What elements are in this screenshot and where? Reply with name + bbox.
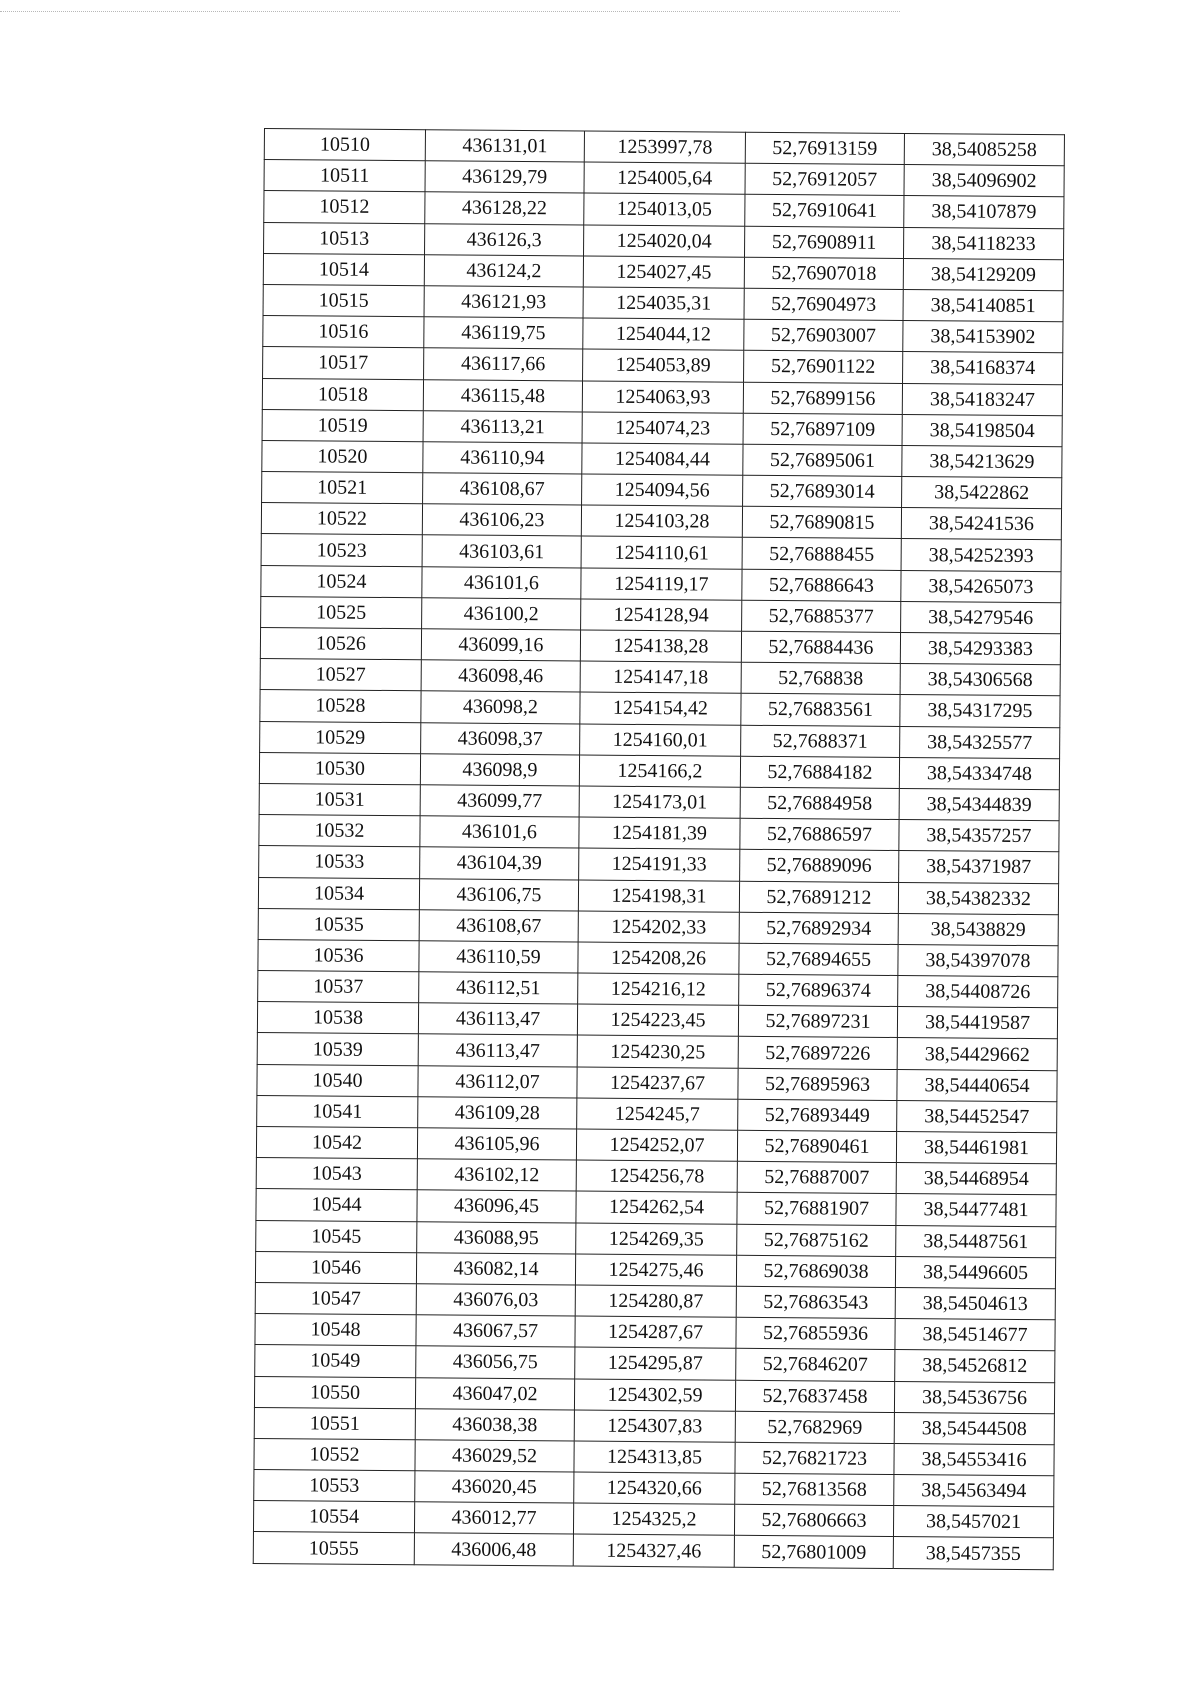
- longitude-cell: 38,54357257: [899, 820, 1059, 852]
- point-number-cell: 10531: [259, 783, 420, 815]
- latitude-cell: 52,76903007: [744, 319, 903, 351]
- point-number-cell: 10547: [255, 1282, 416, 1314]
- longitude-cell: 38,54496605: [895, 1256, 1055, 1288]
- longitude-cell: 38,54293383: [900, 633, 1060, 665]
- latitude-cell: 52,76889096: [740, 850, 899, 882]
- point-number-cell: 10538: [257, 1002, 418, 1034]
- x-coordinate-cell: 436076,03: [416, 1284, 575, 1316]
- x-coordinate-cell: 436103,61: [422, 535, 581, 567]
- point-number-cell: 10533: [259, 846, 420, 878]
- latitude-cell: 52,76881907: [737, 1193, 896, 1225]
- latitude-cell: 52,76901122: [744, 351, 903, 383]
- y-coordinate-cell: 1254138,28: [580, 630, 741, 662]
- point-number-cell: 10511: [264, 160, 425, 192]
- longitude-cell: 38,54153902: [903, 321, 1063, 353]
- latitude-cell: 52,76893449: [738, 1099, 897, 1131]
- latitude-cell: 52,76895963: [738, 1068, 897, 1100]
- longitude-cell: 38,54265073: [901, 570, 1061, 602]
- longitude-cell: 38,54140851: [903, 289, 1063, 321]
- x-coordinate-cell: 436098,37: [421, 722, 580, 754]
- y-coordinate-cell: 1254154,42: [580, 692, 741, 724]
- latitude-cell: 52,76884958: [740, 787, 899, 819]
- y-coordinate-cell: 1254181,39: [579, 817, 740, 849]
- longitude-cell: 38,54306568: [900, 664, 1060, 696]
- point-number-cell: 10513: [264, 222, 425, 254]
- point-number-cell: 10519: [262, 409, 423, 441]
- point-number-cell: 10550: [254, 1376, 415, 1408]
- longitude-cell: 38,54544508: [894, 1412, 1054, 1444]
- y-coordinate-cell: 1254208,26: [578, 942, 739, 974]
- point-number-cell: 10528: [260, 690, 421, 722]
- table-body: [253, 129, 1064, 1570]
- point-number-cell: 10549: [255, 1345, 416, 1377]
- point-number-cell: 10537: [258, 971, 419, 1003]
- latitude-cell: 52,76908911: [745, 226, 904, 258]
- latitude-cell: 52,76897109: [743, 413, 902, 445]
- x-coordinate-cell: 436067,57: [416, 1315, 575, 1347]
- point-number-cell: 10552: [254, 1438, 415, 1470]
- y-coordinate-cell: 1254173,01: [579, 786, 740, 818]
- point-number-cell: 10546: [255, 1251, 416, 1283]
- y-coordinate-cell: 1254198,31: [578, 879, 739, 911]
- x-coordinate-cell: 436106,75: [419, 878, 578, 910]
- point-number-cell: 10534: [258, 877, 419, 909]
- latitude-cell: 52,76888455: [742, 538, 901, 570]
- y-coordinate-cell: 1254119,17: [581, 568, 742, 600]
- x-coordinate-cell: 436112,51: [419, 972, 578, 1004]
- x-coordinate-cell: 436038,38: [415, 1408, 574, 1440]
- point-number-cell: 10532: [259, 815, 420, 847]
- point-number-cell: 10515: [263, 284, 424, 316]
- y-coordinate-cell: 1254035,31: [583, 287, 744, 319]
- x-coordinate-cell: 436119,75: [424, 317, 583, 349]
- point-number-cell: 10554: [253, 1501, 414, 1533]
- longitude-cell: 38,54419587: [897, 1007, 1057, 1039]
- x-coordinate-cell: 436106,23: [422, 504, 581, 536]
- latitude-cell: 52,76913159: [745, 132, 904, 164]
- point-number-cell: 10527: [260, 659, 421, 691]
- point-number-cell: 10544: [256, 1189, 417, 1221]
- y-coordinate-cell: 1254020,04: [584, 225, 745, 257]
- latitude-cell: 52,76892934: [739, 912, 898, 944]
- point-number-cell: 10522: [261, 503, 422, 535]
- latitude-cell: 52,76907018: [744, 257, 903, 289]
- latitude-cell: 52,76883561: [741, 694, 900, 726]
- x-coordinate-cell: 436109,28: [418, 1097, 577, 1129]
- latitude-cell: 52,76895061: [743, 444, 902, 476]
- longitude-cell: 38,54344839: [899, 788, 1059, 820]
- point-number-cell: 10535: [258, 908, 419, 940]
- x-coordinate-cell: 436113,47: [418, 1003, 577, 1035]
- latitude-cell: 52,76806663: [734, 1504, 893, 1536]
- longitude-cell: 38,5422862: [902, 477, 1062, 509]
- longitude-cell: 38,54526812: [895, 1350, 1055, 1382]
- x-coordinate-cell: 436129,79: [425, 161, 584, 193]
- y-coordinate-cell: 1254166,2: [579, 755, 740, 787]
- x-coordinate-cell: 436056,75: [416, 1346, 575, 1378]
- latitude-cell: 52,76897231: [738, 1006, 897, 1038]
- longitude-cell: 38,54168374: [903, 352, 1063, 384]
- longitude-cell: 38,54514677: [895, 1319, 1055, 1351]
- latitude-cell: 52,76886597: [740, 818, 899, 850]
- longitude-cell: 38,54241536: [901, 508, 1061, 540]
- point-number-cell: 10516: [263, 316, 424, 348]
- y-coordinate-cell: 1253997,78: [584, 131, 745, 163]
- longitude-cell: 38,54279546: [901, 601, 1061, 633]
- point-number-cell: 10543: [256, 1158, 417, 1190]
- point-number-cell: 10541: [257, 1095, 418, 1127]
- x-coordinate-cell: 436102,12: [417, 1159, 576, 1191]
- y-coordinate-cell: 1254128,94: [581, 599, 742, 631]
- point-number-cell: 10517: [263, 347, 424, 379]
- x-coordinate-cell: 436012,77: [414, 1502, 573, 1534]
- y-coordinate-cell: 1254223,45: [577, 1004, 738, 1036]
- longitude-cell: 38,54183247: [902, 383, 1062, 415]
- y-coordinate-cell: 1254302,59: [574, 1378, 735, 1410]
- latitude-cell: 52,76813568: [735, 1473, 894, 1505]
- y-coordinate-cell: 1254237,67: [577, 1067, 738, 1099]
- x-coordinate-cell: 436126,3: [425, 223, 584, 255]
- y-coordinate-cell: 1254256,78: [576, 1160, 737, 1192]
- latitude-cell: 52,76912057: [745, 163, 904, 195]
- point-number-cell: 10530: [259, 752, 420, 784]
- y-coordinate-cell: 1254013,05: [584, 193, 745, 225]
- longitude-cell: 38,5457355: [893, 1537, 1053, 1569]
- point-number-cell: 10529: [260, 721, 421, 753]
- y-coordinate-cell: 1254005,64: [584, 162, 745, 194]
- x-coordinate-cell: 436098,9: [420, 753, 579, 785]
- point-number-cell: 10524: [261, 565, 422, 597]
- latitude-cell: 52,76886643: [742, 569, 901, 601]
- longitude-cell: 38,54334748: [899, 757, 1059, 789]
- point-number-cell: 10525: [261, 596, 422, 628]
- latitude-cell: 52,76896374: [739, 974, 898, 1006]
- y-coordinate-cell: 1254216,12: [578, 973, 739, 1005]
- longitude-cell: 38,54198504: [902, 414, 1062, 446]
- point-number-cell: 10520: [262, 440, 423, 472]
- point-number-cell: 10540: [257, 1064, 418, 1096]
- longitude-cell: 38,54553416: [894, 1443, 1054, 1475]
- x-coordinate-cell: 436113,21: [423, 410, 582, 442]
- x-coordinate-cell: 436082,14: [416, 1252, 575, 1284]
- point-number-cell: 10553: [254, 1470, 415, 1502]
- y-coordinate-cell: 1254320,66: [574, 1472, 735, 1504]
- y-coordinate-cell: 1254044,12: [583, 318, 744, 350]
- point-number-cell: 10539: [257, 1033, 418, 1065]
- latitude-cell: 52,76885377: [742, 600, 901, 632]
- point-number-cell: 10545: [256, 1220, 417, 1252]
- y-coordinate-cell: 1254027,45: [583, 256, 744, 288]
- point-number-cell: 10512: [264, 191, 425, 223]
- latitude-cell: 52,768838: [741, 662, 900, 694]
- x-coordinate-cell: 436099,77: [420, 785, 579, 817]
- longitude-cell: 38,54487561: [896, 1225, 1056, 1257]
- y-coordinate-cell: 1254074,23: [582, 412, 743, 444]
- x-coordinate-cell: 436105,96: [417, 1128, 576, 1160]
- latitude-cell: 52,7682969: [735, 1411, 894, 1443]
- y-coordinate-cell: 1254094,56: [582, 474, 743, 506]
- longitude-cell: 38,54563494: [894, 1475, 1054, 1507]
- x-coordinate-cell: 436088,95: [417, 1221, 576, 1253]
- point-number-cell: 10555: [253, 1532, 414, 1564]
- y-coordinate-cell: 1254275,46: [575, 1254, 736, 1286]
- latitude-cell: 52,76899156: [743, 382, 902, 414]
- x-coordinate-cell: 436124,2: [424, 255, 583, 287]
- x-coordinate-cell: 436096,45: [417, 1190, 576, 1222]
- longitude-cell: 38,54382332: [898, 882, 1058, 914]
- x-coordinate-cell: 436029,52: [415, 1440, 574, 1472]
- y-coordinate-cell: 1254084,44: [582, 443, 743, 475]
- x-coordinate-cell: 436006,48: [414, 1533, 573, 1565]
- latitude-cell: 52,76910641: [745, 195, 904, 227]
- coordinates-table: [253, 128, 1065, 1570]
- latitude-cell: 52,76837458: [735, 1380, 894, 1412]
- point-number-cell: 10551: [254, 1407, 415, 1439]
- x-coordinate-cell: 436131,01: [425, 130, 584, 162]
- longitude-cell: 38,54213629: [902, 445, 1062, 477]
- longitude-cell: 38,54317295: [900, 695, 1060, 727]
- latitude-cell: 52,76855936: [736, 1317, 895, 1349]
- latitude-cell: 52,7688371: [741, 725, 900, 757]
- x-coordinate-cell: 436020,45: [415, 1471, 574, 1503]
- x-coordinate-cell: 436098,2: [421, 691, 580, 723]
- point-number-cell: 10536: [258, 939, 419, 971]
- x-coordinate-cell: 436099,16: [421, 629, 580, 661]
- longitude-cell: 38,54504613: [895, 1287, 1055, 1319]
- latitude-cell: 52,76875162: [737, 1224, 896, 1256]
- point-number-cell: 10514: [263, 253, 424, 285]
- x-coordinate-cell: 436110,59: [419, 941, 578, 973]
- y-coordinate-cell: 1254147,18: [580, 661, 741, 693]
- x-coordinate-cell: 436098,46: [421, 660, 580, 692]
- point-number-cell: 10523: [261, 534, 422, 566]
- y-coordinate-cell: 1254280,87: [575, 1285, 736, 1317]
- x-coordinate-cell: 436113,47: [418, 1034, 577, 1066]
- y-coordinate-cell: 1254262,54: [576, 1191, 737, 1223]
- longitude-cell: 38,54371987: [899, 851, 1059, 883]
- y-coordinate-cell: 1254295,87: [575, 1347, 736, 1379]
- latitude-cell: 52,76846207: [736, 1349, 895, 1381]
- y-coordinate-cell: 1254269,35: [576, 1223, 737, 1255]
- scan-artifact-line: [0, 11, 900, 12]
- latitude-cell: 52,76801009: [734, 1536, 893, 1568]
- x-coordinate-cell: 436110,94: [423, 442, 582, 474]
- y-coordinate-cell: 1254063,93: [582, 381, 743, 413]
- y-coordinate-cell: 1254103,28: [581, 505, 742, 537]
- longitude-cell: 38,54118233: [903, 227, 1063, 259]
- latitude-cell: 52,76893014: [743, 475, 902, 507]
- x-coordinate-cell: 436047,02: [415, 1377, 574, 1409]
- x-coordinate-cell: 436115,48: [423, 379, 582, 411]
- latitude-cell: 52,76869038: [736, 1255, 895, 1287]
- x-coordinate-cell: 436104,39: [420, 847, 579, 879]
- y-coordinate-cell: 1254252,07: [576, 1129, 737, 1161]
- y-coordinate-cell: 1254325,2: [573, 1503, 734, 1535]
- x-coordinate-cell: 436100,2: [422, 598, 581, 630]
- longitude-cell: 38,54477481: [896, 1194, 1056, 1226]
- longitude-cell: 38,54129209: [903, 258, 1063, 290]
- y-coordinate-cell: 1254110,61: [581, 536, 742, 568]
- x-coordinate-cell: 436117,66: [424, 348, 583, 380]
- longitude-cell: 38,54096902: [904, 165, 1064, 197]
- latitude-cell: 52,76894655: [739, 943, 898, 975]
- y-coordinate-cell: 1254287,67: [575, 1316, 736, 1348]
- latitude-cell: 52,76897226: [738, 1037, 897, 1069]
- longitude-cell: 38,5438829: [898, 913, 1058, 945]
- y-coordinate-cell: 1254191,33: [579, 848, 740, 880]
- point-number-cell: 10542: [256, 1126, 417, 1158]
- x-coordinate-cell: 436128,22: [425, 192, 584, 224]
- y-coordinate-cell: 1254327,46: [573, 1534, 734, 1566]
- table-row: [253, 1532, 1053, 1569]
- longitude-cell: 38,54536756: [894, 1381, 1054, 1413]
- latitude-cell: 52,76884436: [741, 631, 900, 663]
- latitude-cell: 52,76891212: [739, 881, 898, 913]
- latitude-cell: 52,76890815: [742, 507, 901, 539]
- longitude-cell: 38,54429662: [897, 1038, 1057, 1070]
- y-coordinate-cell: 1254245,7: [577, 1098, 738, 1130]
- latitude-cell: 52,76884182: [740, 756, 899, 788]
- longitude-cell: 38,54107879: [904, 196, 1064, 228]
- y-coordinate-cell: 1254053,89: [583, 349, 744, 381]
- point-number-cell: 10510: [264, 129, 425, 161]
- longitude-cell: 38,5457021: [893, 1506, 1053, 1538]
- longitude-cell: 38,54452547: [897, 1100, 1057, 1132]
- latitude-cell: 52,76887007: [737, 1161, 896, 1193]
- point-number-cell: 10548: [255, 1314, 416, 1346]
- longitude-cell: 38,54085258: [904, 134, 1064, 166]
- point-number-cell: 10518: [262, 378, 423, 410]
- y-coordinate-cell: 1254313,85: [574, 1441, 735, 1473]
- x-coordinate-cell: 436101,6: [420, 816, 579, 848]
- x-coordinate-cell: 436112,07: [418, 1065, 577, 1097]
- x-coordinate-cell: 436101,6: [422, 566, 581, 598]
- y-coordinate-cell: 1254160,01: [580, 724, 741, 756]
- point-number-cell: 10526: [260, 627, 421, 659]
- x-coordinate-cell: 436108,67: [423, 473, 582, 505]
- latitude-cell: 52,76863543: [736, 1286, 895, 1318]
- latitude-cell: 52,76821723: [735, 1442, 894, 1474]
- y-coordinate-cell: 1254307,83: [574, 1410, 735, 1442]
- x-coordinate-cell: 436108,67: [419, 909, 578, 941]
- latitude-cell: 52,76904973: [744, 288, 903, 320]
- x-coordinate-cell: 436121,93: [424, 286, 583, 318]
- longitude-cell: 38,54408726: [898, 976, 1058, 1008]
- longitude-cell: 38,54440654: [897, 1069, 1057, 1101]
- longitude-cell: 38,54325577: [900, 726, 1060, 758]
- latitude-cell: 52,76890461: [737, 1130, 896, 1162]
- point-number-cell: 10521: [262, 472, 423, 504]
- longitude-cell: 38,54468954: [896, 1163, 1056, 1195]
- longitude-cell: 38,54397078: [898, 944, 1058, 976]
- y-coordinate-cell: 1254202,33: [578, 911, 739, 943]
- longitude-cell: 38,54461981: [896, 1131, 1056, 1163]
- longitude-cell: 38,54252393: [901, 539, 1061, 571]
- y-coordinate-cell: 1254230,25: [577, 1035, 738, 1067]
